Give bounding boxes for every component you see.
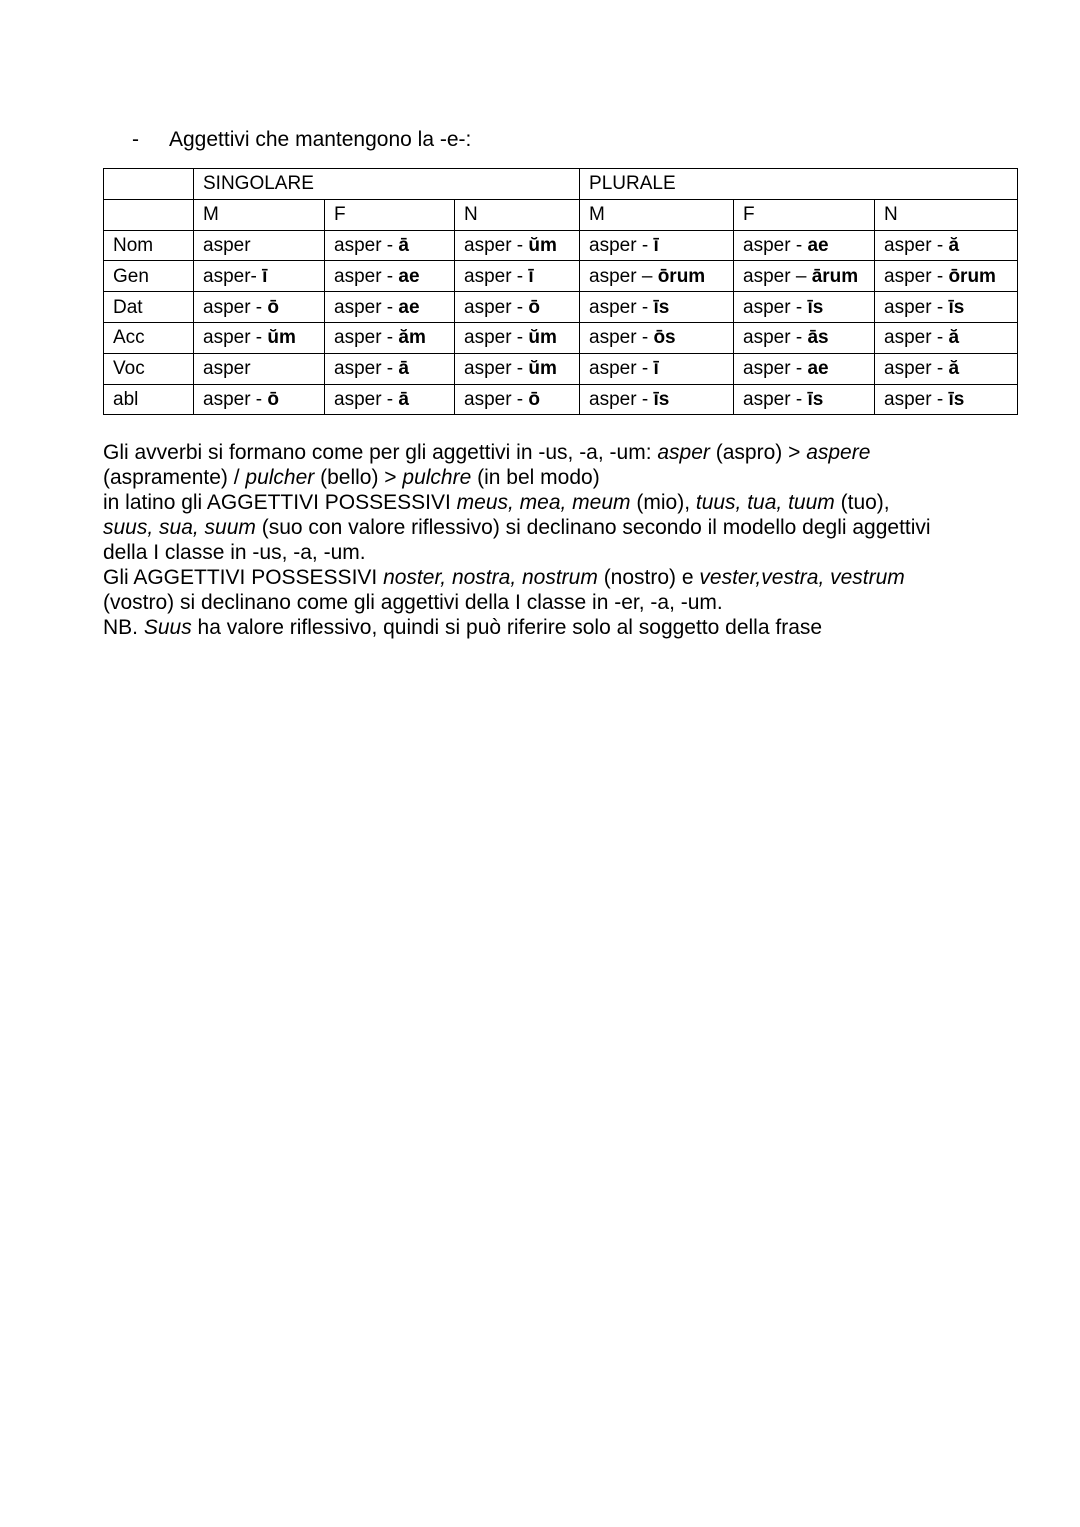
text-segment: (tuo), — [834, 491, 890, 514]
table-row — [104, 292, 1018, 323]
gender-header: N — [875, 199, 1018, 230]
stem-text: asper - — [464, 358, 529, 380]
case-label: Dat — [104, 292, 194, 323]
table-row — [104, 261, 1018, 292]
stem-text: asper - — [334, 296, 399, 318]
text-segment: NB. — [103, 616, 144, 639]
stem-text: asper - — [464, 388, 529, 410]
declension-cell — [194, 292, 325, 323]
case-label: Voc — [104, 353, 194, 384]
text-segment: (vostro) si declinano come gli aggettivi della I classe in -er, -a, -um. — [103, 591, 723, 614]
declension-cell — [455, 230, 580, 261]
stem-text: asper - — [589, 234, 654, 256]
stem-text: asper - — [884, 358, 949, 380]
declension-cell — [875, 230, 1018, 261]
stem-text: asper - — [589, 388, 654, 410]
italic-term: suus, sua, suum — [103, 516, 256, 539]
ending-text: ŭm — [528, 358, 557, 380]
gender-header: F — [734, 199, 875, 230]
ending-text: ī — [262, 265, 268, 287]
declension-cell — [580, 230, 734, 261]
italic-term: tuus, tua, tuum — [695, 491, 835, 514]
declension-table-body — [104, 169, 1018, 415]
declension-cell — [194, 353, 325, 384]
declension-cell — [734, 261, 875, 292]
ending-text: ae — [398, 265, 420, 287]
stem-text: asper - — [203, 296, 268, 318]
ending-text: ō — [267, 388, 280, 410]
declension-cell — [734, 384, 875, 415]
ending-text: ă — [948, 327, 960, 349]
paragraph-line — [103, 440, 1003, 465]
declension-cell — [875, 292, 1018, 323]
stem-text: asper - — [589, 327, 654, 349]
declension-cell — [455, 261, 580, 292]
stem-text: asper - — [884, 296, 949, 318]
ending-text: ăm — [398, 327, 426, 349]
stem-text: asper - — [743, 234, 808, 256]
ending-text: īs — [807, 388, 824, 410]
declension-cell — [875, 322, 1018, 353]
stem-text: asper - — [743, 327, 808, 349]
ending-text: ī — [653, 234, 659, 256]
paragraph-line — [103, 590, 1003, 615]
italic-term: aspere — [806, 441, 871, 464]
paragraph-line — [103, 465, 1003, 490]
declension-cell — [325, 230, 455, 261]
stem-text: asper - — [334, 234, 399, 256]
declension-cell — [875, 353, 1018, 384]
stem-text: asper — [203, 358, 251, 380]
ending-text: ae — [398, 296, 420, 318]
ending-text: ō — [528, 296, 541, 318]
declension-table — [103, 168, 1018, 415]
ending-text: īs — [807, 296, 824, 318]
gender-header: M — [194, 199, 325, 230]
declension-cell — [455, 322, 580, 353]
stem-text: asper - — [589, 296, 654, 318]
text-segment: in latino gli AGGETTIVI POSSESSIVI — [103, 491, 457, 514]
declension-cell — [325, 322, 455, 353]
stem-text: asper - — [203, 327, 268, 349]
stem-text: asper - — [743, 358, 808, 380]
stem-text: asper - — [884, 327, 949, 349]
corner-cell — [104, 169, 194, 200]
stem-text: asper – — [743, 265, 812, 287]
group-header-singolare: SINGOLARE — [194, 169, 580, 200]
gender-header: M — [580, 199, 734, 230]
declension-cell — [580, 292, 734, 323]
text-segment: (nostro) e — [597, 566, 700, 589]
declension-cell — [194, 261, 325, 292]
declension-cell — [325, 292, 455, 323]
stem-text: asper - — [464, 265, 529, 287]
text-segment: Gli avverbi si formano come per gli aggettivi in -us, -a, -um: — [103, 441, 658, 464]
ending-text: ī — [528, 265, 534, 287]
heading-text: Aggettivi che mantengono la -e-: — [169, 128, 472, 151]
ending-text: ī — [653, 358, 659, 380]
gender-header: F — [325, 199, 455, 230]
declension-cell — [580, 261, 734, 292]
ending-text: īs — [653, 296, 670, 318]
stem-text: asper - — [334, 327, 399, 349]
declension-cell — [734, 322, 875, 353]
ending-text: ōrum — [657, 265, 706, 287]
declension-cell — [580, 353, 734, 384]
declension-cell — [875, 261, 1018, 292]
gender-header: N — [455, 199, 580, 230]
bullet-dash: - — [132, 128, 139, 151]
italic-term: noster, nostra, nostrum — [383, 566, 598, 589]
table-row — [104, 230, 1018, 261]
paragraph-line — [103, 515, 1003, 540]
case-label: Nom — [104, 230, 194, 261]
declension-cell — [325, 261, 455, 292]
declension-cell — [455, 292, 580, 323]
ending-text: ō — [267, 296, 280, 318]
table-row-group-headers — [104, 169, 1018, 200]
ending-text: ŭm — [528, 327, 557, 349]
ending-text: ŭm — [528, 234, 557, 256]
declension-cell — [580, 322, 734, 353]
stem-text: asper - — [203, 388, 268, 410]
group-header-plurale: PLURALE — [580, 169, 1018, 200]
declension-cell — [734, 230, 875, 261]
stem-text: asper- — [203, 265, 263, 287]
ending-text: ō — [528, 388, 541, 410]
declension-cell — [325, 384, 455, 415]
text-segment: della I classe in -us, -a, -um. — [103, 541, 366, 564]
paragraph-line — [103, 540, 1003, 565]
ending-text: īs — [948, 296, 965, 318]
stem-text: asper - — [884, 234, 949, 256]
stem-text: asper - — [743, 388, 808, 410]
stem-text: asper - — [743, 296, 808, 318]
text-segment: (suo con valore riflessivo) si declinano secondo il modello degli aggettivi — [255, 516, 931, 539]
ending-text: ōs — [653, 327, 676, 349]
text-segment: (mio), — [630, 491, 696, 514]
ending-text: īs — [948, 388, 965, 410]
case-label: abl — [104, 384, 194, 415]
stem-text: asper - — [334, 358, 399, 380]
declension-cell — [734, 292, 875, 323]
stem-text: asper - — [884, 388, 949, 410]
table-row — [104, 353, 1018, 384]
text-segment: (in bel modo) — [471, 466, 600, 489]
paragraph-line — [103, 615, 1003, 640]
declension-cell — [455, 353, 580, 384]
ending-text: ōrum — [948, 265, 996, 287]
ending-text: ā — [398, 234, 409, 256]
ending-text: ă — [948, 358, 960, 380]
stem-text: asper - — [334, 265, 399, 287]
stem-text: asper - — [334, 388, 399, 410]
text-segment: Gli AGGETTIVI POSSESSIVI — [103, 566, 384, 589]
table-row-gender-headers — [104, 199, 1018, 230]
italic-term: asper — [657, 441, 710, 464]
ending-text: ae — [807, 358, 829, 380]
italic-term: meus, mea, meum — [456, 491, 631, 514]
declension-cell — [194, 322, 325, 353]
ending-text: ā — [398, 388, 409, 410]
table-row — [104, 322, 1018, 353]
text-segment: (aspramente) / — [103, 466, 246, 489]
ending-text: ārum — [811, 265, 859, 287]
stem-text: asper — [203, 234, 251, 256]
paragraph-line — [103, 565, 1003, 590]
declension-cell — [325, 353, 455, 384]
table-row — [104, 384, 1018, 415]
text-segment: (bello) > — [314, 466, 403, 489]
stem-text: asper - — [464, 296, 529, 318]
ending-text: ae — [807, 234, 829, 256]
stem-text: asper - — [589, 358, 654, 380]
declension-cell — [734, 353, 875, 384]
stem-text: asper - — [464, 234, 529, 256]
text-segment: ha valore riflessivo, quindi si può riferire solo al soggetto della frase — [191, 616, 823, 639]
stem-text: asper - — [884, 265, 949, 287]
declension-cell — [455, 384, 580, 415]
declension-cell — [194, 384, 325, 415]
ending-text: ā — [398, 358, 409, 380]
ending-text: ās — [807, 327, 829, 349]
ending-text: ŭm — [267, 327, 296, 349]
declension-cell — [875, 384, 1018, 415]
italic-term: vester,vestra, vestrum — [699, 566, 905, 589]
ending-text: īs — [653, 388, 670, 410]
corner-cell — [104, 199, 194, 230]
paragraph-line — [103, 490, 1003, 515]
italic-term: pulcher — [245, 466, 315, 489]
italic-term: pulchre — [402, 466, 472, 489]
italic-term: Suus — [143, 616, 192, 639]
text-segment: (aspro) > — [709, 441, 807, 464]
case-label: Acc — [104, 322, 194, 353]
ending-text: ă — [948, 234, 960, 256]
declension-cell — [580, 384, 734, 415]
case-label: Gen — [104, 261, 194, 292]
stem-text: asper - — [464, 327, 529, 349]
notes-paragraph — [103, 440, 1003, 640]
declension-cell — [194, 230, 325, 261]
stem-text: asper – — [589, 265, 658, 287]
